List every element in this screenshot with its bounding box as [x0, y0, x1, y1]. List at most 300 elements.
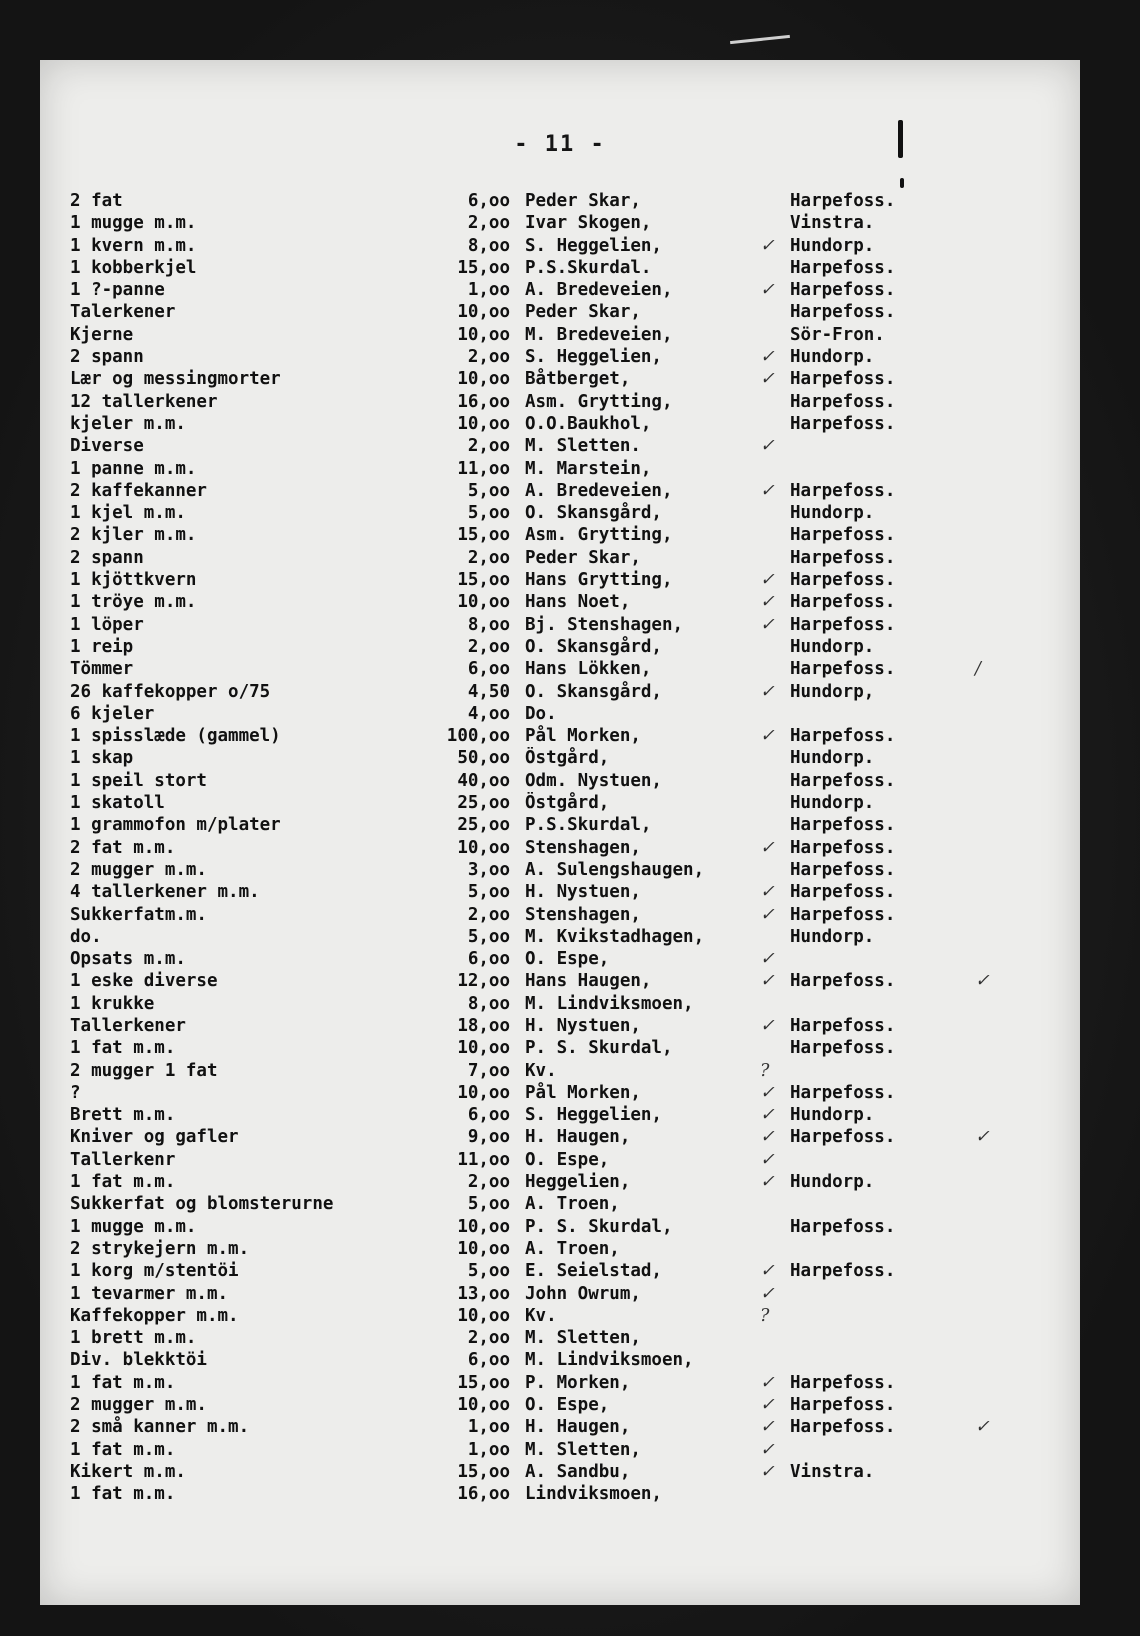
buyer-cell: O.O.Baukhol, [525, 413, 652, 434]
amount-cell: 5,oo [467, 926, 510, 947]
buyer-cell: M. Kvikstadhagen, [525, 926, 705, 947]
buyer-cell: S. Heggelien, [525, 347, 662, 368]
place-cell: Sör-Fron. [790, 324, 885, 345]
item-cell: 1 grammofon m/plater [70, 815, 281, 836]
item-cell: 2 strykejern m.m. [70, 1238, 250, 1259]
ledger-row [70, 1216, 1070, 1238]
buyer-cell: M. Lindviksmoen, [525, 993, 694, 1014]
place-cell: Harpefoss. [790, 592, 896, 613]
place-cell: Harpefoss. [790, 1127, 896, 1148]
place-cell: Harpefoss. [790, 815, 896, 836]
amount-cell: 6,oo [467, 659, 510, 680]
ledger-row [70, 993, 1070, 1015]
place-cell: Harpefoss. [790, 1261, 896, 1282]
ledger-row [70, 904, 1070, 926]
amount-cell: 11,oo [457, 458, 510, 479]
check-mark: ✓ [760, 1127, 775, 1148]
amount-cell: 15,oo [457, 525, 510, 546]
amount-cell: 5,oo [467, 503, 510, 524]
buyer-cell: P.S.Skurdal. [525, 257, 652, 278]
amount-cell: 11,oo [457, 1149, 510, 1170]
amount-cell: 16,oo [457, 391, 510, 412]
buyer-cell: Hans Haugen, [525, 971, 652, 992]
item-cell: Tallerkenr [70, 1149, 176, 1170]
buyer-cell: Asm. Grytting, [525, 525, 673, 546]
item-cell: 6 kjeler [70, 703, 155, 724]
ledger-row [70, 1283, 1070, 1305]
ledger-row [70, 1461, 1070, 1483]
amount-cell: 5,oo [467, 1194, 510, 1215]
check-mark: ✓ [760, 882, 775, 903]
buyer-cell: H. Haugen, [525, 1417, 631, 1438]
amount-cell: 5,oo [467, 480, 510, 501]
ledger-row [70, 524, 1070, 546]
item-cell: 4 tallerkener m.m. [70, 882, 260, 903]
item-cell: 2 mugger m.m. [70, 1395, 207, 1416]
ledger-row [70, 235, 1070, 257]
check-mark: ✓ [760, 1439, 775, 1460]
place-cell: Harpefoss. [790, 1015, 896, 1036]
check-mark: ✓ [760, 1261, 775, 1282]
item-cell: 2 små kanner m.m. [70, 1417, 250, 1438]
ledger-row [70, 636, 1070, 658]
buyer-cell: Peder Skar, [525, 547, 641, 568]
buyer-cell: M. Sletten, [525, 1328, 641, 1349]
item-cell: 2 mugger 1 fat [70, 1060, 218, 1081]
buyer-cell: M. Sletten. [525, 436, 641, 457]
amount-cell: 8,oo [467, 614, 510, 635]
buyer-cell: P.S.Skurdal, [525, 815, 652, 836]
item-cell: Div. blekktöi [70, 1350, 207, 1371]
check-mark: ✓ [760, 1395, 775, 1416]
buyer-cell: A. Troen, [525, 1238, 620, 1259]
ledger-row [70, 1372, 1070, 1394]
buyer-cell: S. Heggelien, [525, 235, 662, 256]
item-cell: 2 fat [70, 191, 123, 211]
place-cell: Harpefoss. [790, 659, 896, 680]
ledger-row [70, 1349, 1070, 1371]
buyer-cell: M. Lindviksmoen, [525, 1350, 694, 1371]
ledger-row [70, 1238, 1070, 1260]
amount-cell: 8,oo [467, 235, 510, 256]
buyer-cell: Peder Skar, [525, 191, 641, 211]
place-cell: Hundorp. [790, 926, 875, 947]
amount-cell: 10,oo [457, 592, 510, 613]
amount-cell: 7,oo [467, 1060, 510, 1081]
ledger-row [70, 658, 1070, 680]
amount-cell: 1,oo [467, 280, 510, 301]
item-cell: 1 fat m.m. [70, 1038, 176, 1059]
ledger-row [70, 591, 1070, 613]
amount-cell: 50,oo [457, 748, 510, 769]
place-cell: Harpefoss. [790, 1372, 896, 1393]
item-cell: 1 ?-panne [70, 280, 165, 301]
place-cell: Harpefoss. [790, 971, 896, 992]
ledger-row [70, 792, 1070, 814]
buyer-cell: S. Heggelien, [525, 1105, 662, 1126]
buyer-cell: Bj. Stenshagen, [525, 614, 684, 635]
place-cell: Vinstra. [790, 1461, 875, 1482]
check-mark: ✓ [760, 614, 775, 635]
item-cell: 1 tröye m.m. [70, 592, 197, 613]
item-cell: 1 fat m.m. [70, 1439, 176, 1460]
ledger-row [70, 1394, 1070, 1416]
sales-ledger [70, 190, 1070, 1506]
buyer-cell: Östgård, [525, 748, 610, 769]
check-mark: ✓ [760, 971, 775, 992]
amount-cell: 10,oo [457, 1305, 510, 1326]
place-cell: Harpefoss. [790, 859, 896, 880]
buyer-cell: Odm. Nystuen, [525, 770, 662, 791]
check-mark: ✓ [760, 949, 775, 970]
amount-cell: 8,oo [467, 993, 510, 1014]
buyer-cell: O. Skansgård, [525, 636, 662, 657]
check-mark: ✓ [760, 280, 775, 301]
check-mark: ✓ [760, 681, 775, 702]
ledger-row [70, 1327, 1070, 1349]
page-number: - 11 - [514, 132, 606, 157]
place-cell: Hundorp. [790, 1172, 875, 1193]
ledger-row [70, 480, 1070, 502]
place-cell: Harpefoss. [790, 770, 896, 791]
amount-cell: 25,oo [457, 793, 510, 814]
amount-cell: 10,oo [457, 302, 510, 323]
place-cell: Harpefoss. [790, 1395, 896, 1416]
ledger-row [70, 391, 1070, 413]
item-cell: 1 skap [70, 748, 134, 769]
place-cell: Hundorp. [790, 235, 875, 256]
item-cell: 1 fat m.m. [70, 1372, 176, 1393]
item-cell: 2 kaffekanner [70, 480, 207, 501]
item-cell: 1 löper [70, 614, 144, 635]
place-cell: Harpefoss. [790, 302, 896, 323]
place-cell: Harpefoss. [790, 369, 896, 390]
amount-cell: 10,oo [457, 1082, 510, 1103]
ledger-row [70, 725, 1070, 747]
amount-cell: 25,oo [457, 815, 510, 836]
place-cell: Harpefoss. [790, 257, 896, 278]
amount-cell: 2,oo [467, 347, 510, 368]
item-cell: 1 eske diverse [70, 971, 218, 992]
place-cell: Hundorp. [790, 1105, 875, 1126]
ledger-row [70, 502, 1070, 524]
item-cell: 1 korg m/stentöi [70, 1261, 239, 1282]
ledger-row [70, 770, 1070, 792]
ledger-row [70, 1483, 1070, 1505]
check-mark: ✓ [760, 1372, 775, 1393]
buyer-cell: Hans Lökken, [525, 659, 652, 680]
buyer-cell: O. Espe, [525, 1395, 610, 1416]
buyer-cell: A. Sandbu, [525, 1461, 631, 1482]
ledger-row [70, 1126, 1070, 1148]
item-cell: Tömmer [70, 659, 134, 680]
amount-cell: 9,oo [467, 1127, 510, 1148]
item-cell: 2 kjler m.m. [70, 525, 197, 546]
ledger-row [70, 547, 1070, 569]
buyer-cell: O. Skansgård, [525, 681, 662, 702]
amount-cell: 6,oo [467, 1105, 510, 1126]
buyer-cell: O. Skansgård, [525, 503, 662, 524]
place-cell: Hundorp. [790, 347, 875, 368]
check-mark: ✓ [760, 1015, 775, 1036]
ledger-row [70, 881, 1070, 903]
ledger-row [70, 324, 1070, 346]
ledger-row [70, 970, 1070, 992]
check-mark: ✓ [760, 480, 775, 501]
item-cell: Talerkener [70, 302, 176, 323]
place-cell: Harpefoss. [790, 837, 896, 858]
amount-cell: 6,oo [467, 191, 510, 211]
check-mark: ✓ [760, 1172, 775, 1193]
item-cell: 1 kjöttkvern [70, 570, 197, 591]
buyer-cell: Båtberget, [525, 369, 631, 390]
item-cell: 1 tevarmer m.m. [70, 1283, 229, 1304]
amount-cell: 10,oo [457, 369, 510, 390]
buyer-cell: H. Nystuen, [525, 882, 641, 903]
check-mark: ? [760, 1060, 770, 1081]
amount-cell: 6,oo [467, 1350, 510, 1371]
ledger-row [70, 1193, 1070, 1215]
item-cell: 1 panne m.m. [70, 458, 197, 479]
amount-cell: 2,oo [467, 436, 510, 457]
amount-cell: 5,oo [467, 882, 510, 903]
ledger-row [70, 346, 1070, 368]
buyer-cell: Peder Skar, [525, 302, 641, 323]
item-cell: Brett m.m. [70, 1105, 176, 1126]
buyer-cell: Heggelien, [525, 1172, 631, 1193]
amount-cell: 12,oo [457, 971, 510, 992]
item-cell: 12 tallerkener [70, 391, 218, 412]
place-cell: Harpefoss. [790, 1038, 896, 1059]
buyer-cell: Pål Morken, [525, 1082, 641, 1103]
buyer-cell: M. Bredeveien, [525, 324, 673, 345]
buyer-cell: A. Bredeveien, [525, 480, 673, 501]
item-cell: Kniver og gafler [70, 1127, 239, 1148]
place-cell: Harpefoss. [790, 191, 896, 211]
place-cell: Harpefoss. [790, 1082, 896, 1103]
item-cell: 1 kvern m.m. [70, 235, 197, 256]
ledger-row [70, 569, 1070, 591]
place-cell: Harpefoss. [790, 391, 896, 412]
buyer-cell: M. Sletten, [525, 1439, 641, 1460]
item-cell: Kjerne [70, 324, 134, 345]
amount-cell: 18,oo [457, 1015, 510, 1036]
item-cell: 1 brett m.m. [70, 1328, 197, 1349]
place-cell: Harpefoss. [790, 570, 896, 591]
amount-cell: 15,oo [457, 1461, 510, 1482]
amount-cell: 1,oo [467, 1439, 510, 1460]
buyer-cell: H. Haugen, [525, 1127, 631, 1148]
amount-cell: 13,oo [457, 1283, 510, 1304]
amount-cell: 40,oo [457, 770, 510, 791]
buyer-cell: E. Seielstad, [525, 1261, 662, 1282]
buyer-cell: A. Troen, [525, 1194, 620, 1215]
amount-cell: 15,oo [457, 1372, 510, 1393]
place-cell: Harpefoss. [790, 904, 896, 925]
check-mark: ✓ [760, 436, 775, 457]
buyer-cell: Hans Grytting, [525, 570, 673, 591]
item-cell: Diverse [70, 436, 144, 457]
check-mark-margin: ✓ [975, 1417, 990, 1438]
item-cell: 1 kobberkjel [70, 257, 197, 278]
amount-cell: 100,oo [446, 726, 510, 747]
ledger-row [70, 1082, 1070, 1104]
buyer-cell: John Owrum, [525, 1283, 641, 1304]
item-cell: Sukkerfatm.m. [70, 904, 207, 925]
place-cell: Hundorp. [790, 748, 875, 769]
check-mark: ✓ [760, 1461, 775, 1482]
amount-cell: 10,oo [457, 413, 510, 434]
ledger-row [70, 859, 1070, 881]
ledger-row [70, 368, 1070, 390]
pen-scribble [730, 35, 790, 44]
buyer-cell: P. S. Skurdal, [525, 1216, 673, 1237]
amount-cell: 2,oo [467, 904, 510, 925]
ledger-row [70, 1037, 1070, 1059]
buyer-cell: Östgård, [525, 793, 610, 814]
place-cell: Harpefoss. [790, 882, 896, 903]
item-cell: Kikert m.m. [70, 1461, 186, 1482]
buyer-cell: Pål Morken, [525, 726, 641, 747]
ledger-row [70, 212, 1070, 234]
check-mark-margin: / [975, 659, 981, 680]
ledger-row [70, 614, 1070, 636]
place-cell: Harpefoss. [790, 614, 896, 635]
amount-cell: 6,oo [467, 949, 510, 970]
buyer-cell: O. Espe, [525, 1149, 610, 1170]
buyer-cell: Lindviksmoen, [525, 1484, 662, 1505]
item-cell: 1 fat m.m. [70, 1484, 176, 1505]
ledger-row [70, 413, 1070, 435]
item-cell: 1 krukke [70, 993, 155, 1014]
buyer-cell: P. Morken, [525, 1372, 631, 1393]
item-cell: Sukkerfat og blomsterurne [70, 1194, 334, 1215]
check-mark: ✓ [760, 592, 775, 613]
ledger-row [70, 747, 1070, 769]
item-cell: 1 fat m.m. [70, 1172, 176, 1193]
check-mark: ✓ [760, 1149, 775, 1170]
ledger-row [70, 837, 1070, 859]
document-page [40, 60, 1080, 1605]
ledger-row [70, 435, 1070, 457]
item-cell: 1 mugge m.m. [70, 213, 197, 234]
item-cell: 1 spisslæde (gammel) [70, 726, 281, 747]
amount-cell: 4,50 [467, 681, 510, 702]
amount-cell: 2,oo [467, 636, 510, 657]
buyer-cell: P. S. Skurdal, [525, 1038, 673, 1059]
buyer-cell: Do. [525, 703, 557, 724]
buyer-cell: A. Sulengshaugen, [525, 859, 705, 880]
buyer-cell: Stenshagen, [525, 837, 641, 858]
ink-mark [900, 178, 904, 188]
place-cell: Harpefoss. [790, 1216, 896, 1237]
amount-cell: 16,oo [457, 1484, 510, 1505]
item-cell: do. [70, 926, 102, 947]
item-cell: 2 mugger m.m. [70, 859, 207, 880]
ledger-row [70, 190, 1070, 212]
item-cell: 26 kaffekopper o/75 [70, 681, 271, 702]
item-cell: ? [70, 1082, 81, 1103]
buyer-cell: Hans Noet, [525, 592, 631, 613]
amount-cell: 15,oo [457, 570, 510, 591]
buyer-cell: M. Marstein, [525, 458, 652, 479]
item-cell: Opsats m.m. [70, 949, 186, 970]
ledger-row [70, 1260, 1070, 1282]
check-mark: ✓ [760, 837, 775, 858]
amount-cell: 10,oo [457, 1216, 510, 1237]
ledger-row [70, 926, 1070, 948]
item-cell: Lær og messingmorter [70, 369, 281, 390]
check-mark-margin: ✓ [975, 1127, 990, 1148]
place-cell: Hundorp, [790, 681, 875, 702]
item-cell: Kaffekopper m.m. [70, 1305, 239, 1326]
check-mark: ✓ [760, 726, 775, 747]
buyer-cell: Ivar Skogen, [525, 213, 652, 234]
ledger-row [70, 1015, 1070, 1037]
ledger-row [70, 703, 1070, 725]
amount-cell: 2,oo [467, 547, 510, 568]
ledger-row [70, 1104, 1070, 1126]
check-mark: ✓ [760, 570, 775, 591]
ledger-row [70, 1416, 1070, 1438]
check-mark: ✓ [760, 904, 775, 925]
amount-cell: 2,oo [467, 1172, 510, 1193]
buyer-cell: H. Nystuen, [525, 1015, 641, 1036]
check-mark: ✓ [760, 1417, 775, 1438]
item-cell: Tallerkener [70, 1015, 186, 1036]
buyer-cell: A. Bredeveien, [525, 280, 673, 301]
ledger-row [70, 257, 1070, 279]
amount-cell: 10,oo [457, 1395, 510, 1416]
item-cell: 1 kjel m.m. [70, 503, 186, 524]
place-cell: Hundorp. [790, 636, 875, 657]
place-cell: Harpefoss. [790, 547, 896, 568]
check-mark: ✓ [760, 235, 775, 256]
check-mark: ✓ [760, 347, 775, 368]
amount-cell: 10,oo [457, 1238, 510, 1259]
ledger-row [70, 681, 1070, 703]
ledger-row [70, 1305, 1070, 1327]
item-cell: 2 fat m.m. [70, 837, 176, 858]
item-cell: 1 mugge m.m. [70, 1216, 197, 1237]
item-cell: kjeler m.m. [70, 413, 186, 434]
place-cell: Harpefoss. [790, 480, 896, 501]
ledger-row [70, 1171, 1070, 1193]
place-cell: Vinstra. [790, 213, 875, 234]
ledger-row [70, 1060, 1070, 1082]
ledger-row [70, 948, 1070, 970]
amount-cell: 2,oo [467, 1328, 510, 1349]
buyer-cell: Stenshagen, [525, 904, 641, 925]
item-cell: 1 reip [70, 636, 134, 657]
ledger-row [70, 279, 1070, 301]
amount-cell: 10,oo [457, 837, 510, 858]
item-cell: 2 spann [70, 547, 144, 568]
amount-cell: 15,oo [457, 257, 510, 278]
check-mark: ✓ [760, 1082, 775, 1103]
ledger-row [70, 301, 1070, 323]
place-cell: Harpefoss. [790, 1417, 896, 1438]
amount-cell: 5,oo [467, 1261, 510, 1282]
amount-cell: 4,oo [467, 703, 510, 724]
ledger-row [70, 1149, 1070, 1171]
ledger-row [70, 814, 1070, 836]
ledger-row [70, 1439, 1070, 1461]
buyer-cell: O. Espe, [525, 949, 610, 970]
ledger-row [70, 458, 1070, 480]
check-mark-margin: ✓ [975, 971, 990, 992]
buyer-cell: Kv. [525, 1060, 557, 1081]
